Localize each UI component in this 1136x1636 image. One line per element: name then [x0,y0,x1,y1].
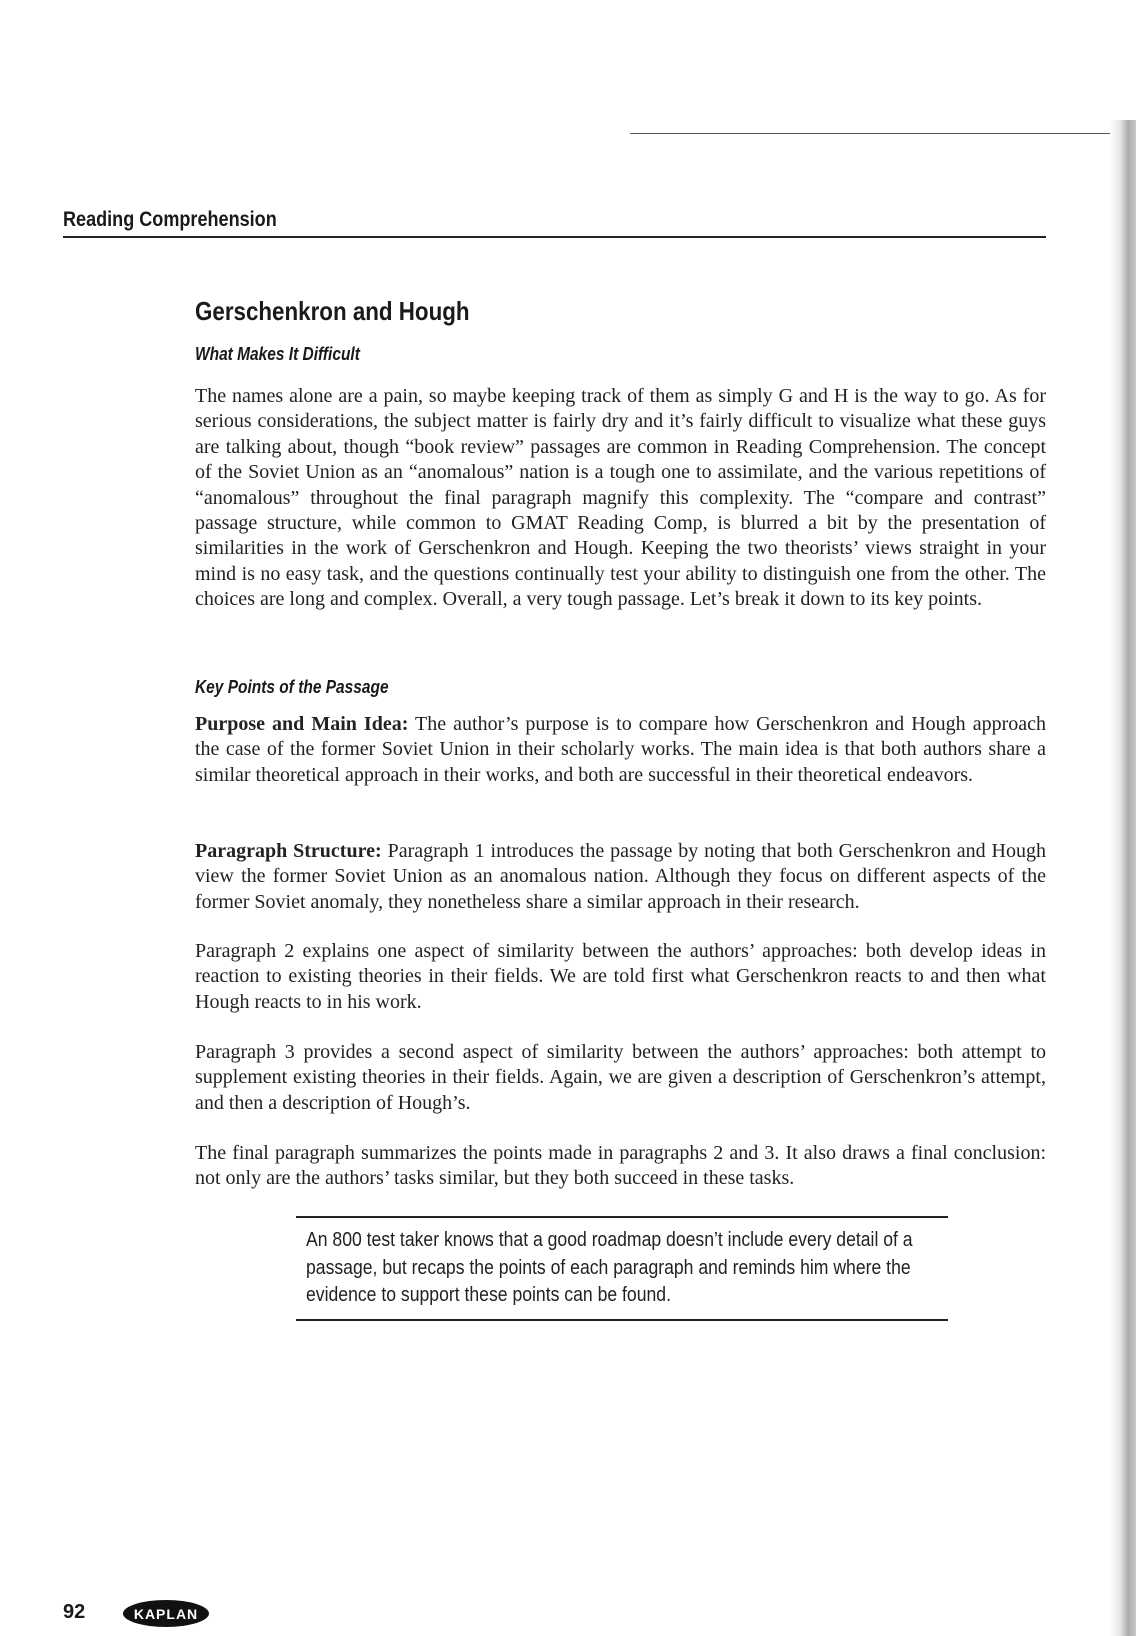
subheading-text: Key Points of the Passage [195,677,389,697]
running-head-text: Reading Comprehension [63,208,277,231]
scan-edge-shadow [1110,120,1136,1636]
page-number: 92 [63,1601,86,1623]
purpose-label: Purpose and Main Idea: [195,713,409,735]
tip-callout-text: An 800 test taker knows that a good roadmap doesn’t include every detail of a passage, but recaps the points of each paragraph and reminds him where the evidence to support these points can be found. [306,1229,913,1306]
kaplan-logo [123,1600,209,1627]
subheading-difficult [195,344,387,365]
section-title-text: Gerschenkron and Hough [195,296,470,326]
paragraph-3-summary: Paragraph 3 provides a second aspect of similarity between the authors’ approaches: both attempt to supplement existing theories in their fields. Again, we are given a description of Gerschenkron’s attempt, and then a description of Hough’s. [195,1041,1046,1114]
scan-artifact-line [630,133,1110,134]
paragraph-difficult: The names alone are a pain, so maybe keeping track of them as simply G and H is the way to go. As for serious considerations, the subject matter is fairly dry and it’s fairly difficult to visualize what these guys are talking about, though “book review” passages are common in Reading Comprehension. The concept of the Soviet Union as an “anomalous” nation is a tough one to assimilate, and the various repetitions of “anomalous” throughout the final paragraph magnify this complexity. The “compare and contrast” passage structure, while common to GMAT Reading Comp, is blurred a bit by the presentation of similarities in the work of Gerschenkron and Hough. Keeping the two theorists’ views straight in your mind is no easy task, and the questions continually test your ability to distinguish one from the other. The choices are long and complex. Overall, a very tough passage. Let’s break it down to its key points. [195,385,1046,611]
subheading-key-points [195,677,420,698]
structure-text: Paragraph 1 introduces the passage by noting that both Gerschenkron and Hough view the former Soviet Union as an anomalous nation. Although they focus on different aspects of the former Soviet anomaly, they nonetheless share a similar approach in their research. [195,840,1046,913]
paragraph-structure [195,839,1046,915]
structure-label: Paragraph Structure: [195,840,382,862]
paragraph-purpose [195,712,1046,788]
header-rule [63,236,1046,238]
final-paragraph-summary: The final paragraph summarizes the points made in paragraphs 2 and 3. It also draws a final conclusion: not only are the authors’ tasks similar, but they both succeed in these tasks. [195,1142,1046,1190]
purpose-text: The author’s purpose is to compare how Gerschenkron and Hough approach the case of the former Soviet Union in their scholarly works. The main idea is that both authors share a similar theoretical approach in their works, and both are successful in their theoretical endeavors. [195,713,1046,786]
tip-callout [296,1216,948,1321]
kaplan-logo-text: KAPLAN [133,1605,199,1622]
section-title [195,296,514,327]
subheading-text: What Makes It Difficult [195,344,360,364]
paragraph-2-summary: Paragraph 2 explains one aspect of similarity between the authors’ approaches: both develop ideas in reaction to existing theories in their fields. We are told first what Gerschenkron reacts to and then what Hough reacts to in his work. [195,940,1046,1013]
running-head [63,207,312,232]
